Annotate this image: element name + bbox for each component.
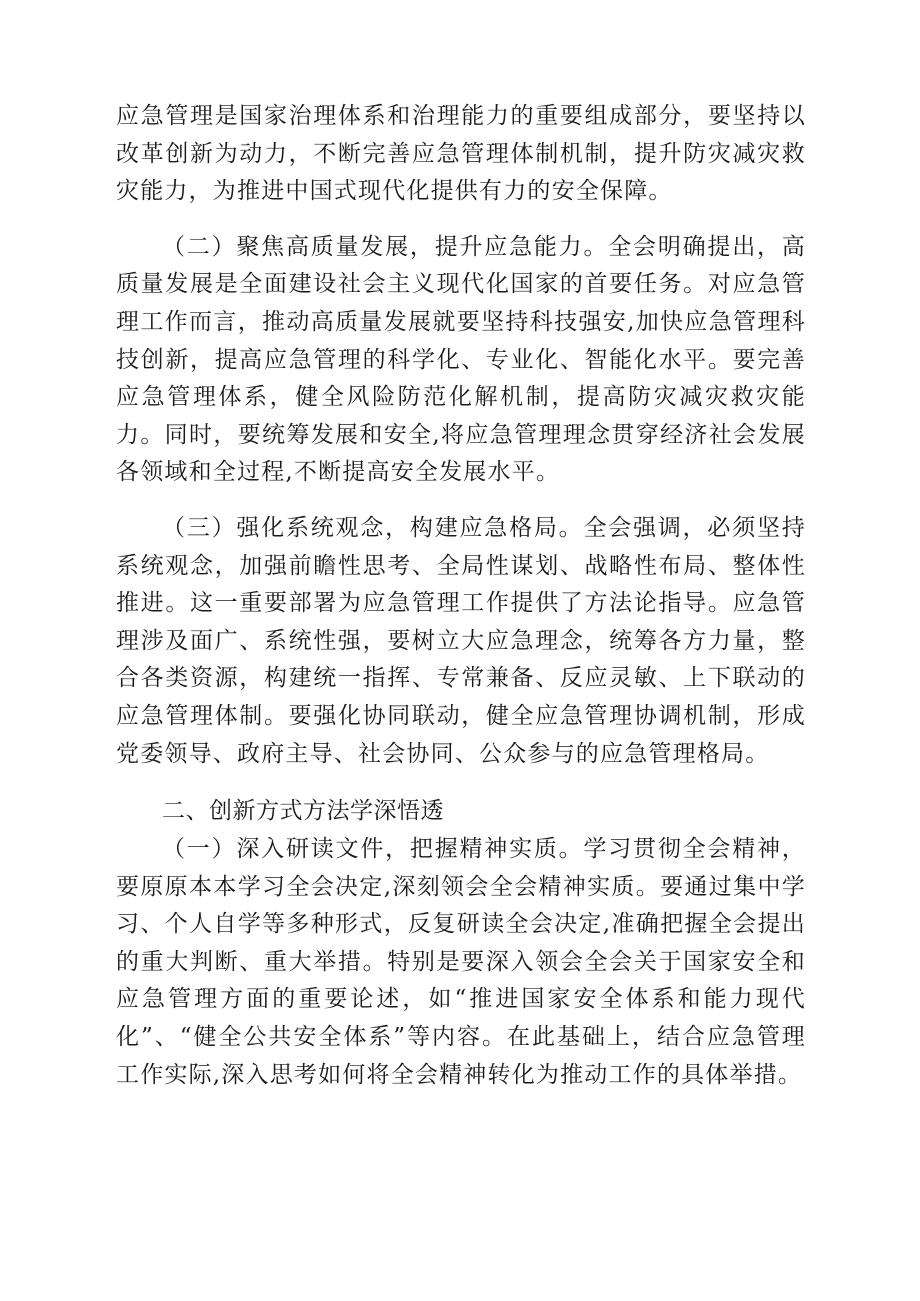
paragraph-intro: 应急管理是国家治理体系和治理能力的重要组成部分，要坚持以改革创新为动力，不断完善应急管理体制机制，提升防灾减灾救灾能力，为推进中国式现代化提供有力的安全保障。 (116, 103, 806, 205)
paragraph-section-two-point-one: （一）深入研读文件，把握精神实质。学习贯彻全会精神，要原原本本学习全会决定,深刻领会全会精神实质。要通过集中学习、个人自学等多种形式，反复研读全会决定,准确把握全会提出的重大判断、重大举措。特别是要深入领会全会关于国家安全和应急管理方面的重要论述，如“推进国家安全体系和能力现代化”、“健全公共安全体系”等内容。在此基础上，结合应急管理工作实际,深入思考如何将全会精神转化为推动工作的具体举措。 (116, 836, 806, 1088)
paragraph-point-three: （三）强化系统观念，构建应急格局。全会强调，必须坚持系统观念，加强前瞻性思考、全局性谋划、战略性布局、整体性推进。这一重要部署为应急管理工作提供了方法论指导。应急管理涉及面广、系统性强，要树立大应急理念，统筹各方力量，整合各类资源，构建统一指挥、专常兼备、反应灵敏、上下联动的应急管理体制。要强化协同联动，健全应急管理协调机制，形成党委领导、政府主导、社会协同、公众参与的应急管理格局。 (116, 514, 806, 767)
paragraph-point-two: （二）聚焦高质量发展，提升应急能力。全会明确提出，高质量发展是全面建设社会主义现代化国家的首要任务。对应急管理工作而言，推动高质量发展就要坚持科技强安,加快应急管理科技创新，提高应急管理的科学化、专业化、智能化水平。要完善应急管理体系，健全风险防范化解机制，提高防灾减灾救灾能力。同时，要统筹发展和安全,将应急管理理念贯穿经济社会发展各领域和全过程,不断提高安全发展水平。 (116, 233, 806, 486)
document-page (116, 98, 806, 1094)
section-heading: 二、创新方式方法学深悟透 (162, 798, 444, 825)
